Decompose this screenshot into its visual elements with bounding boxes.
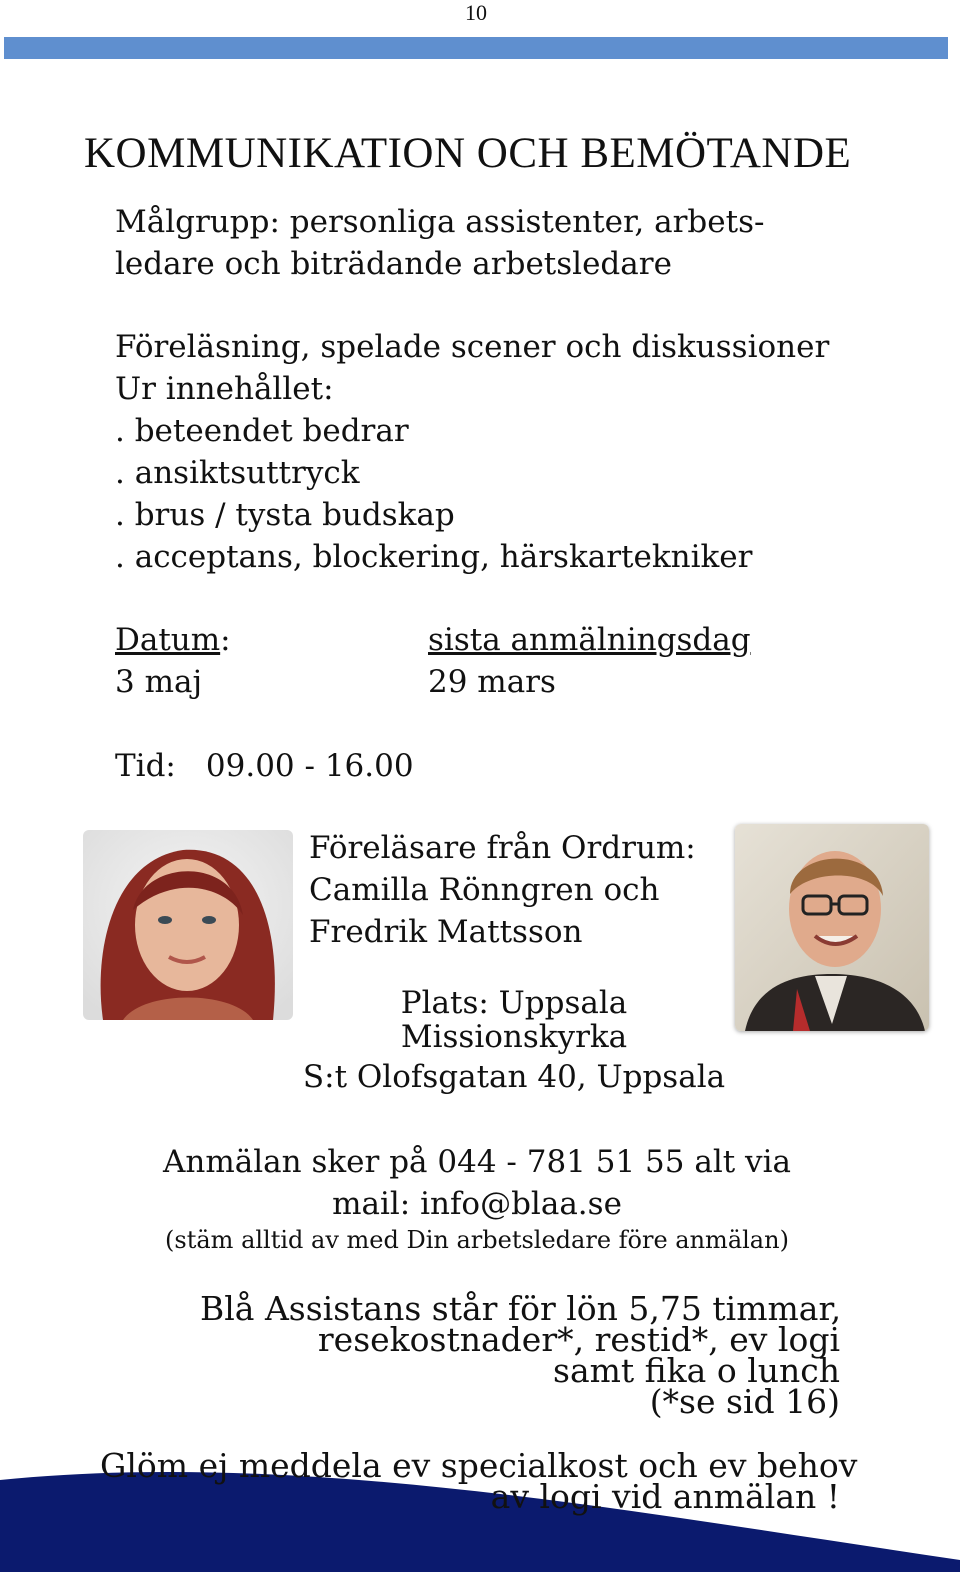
target-group-line: Målgrupp: personliga assistenter, arbets- [115, 204, 765, 240]
target-group-line: ledare och biträdande arbetsledare [115, 246, 672, 282]
compensation-line: samt fika o lunch [553, 1351, 840, 1390]
content-item: . brus / tysta budskap [115, 497, 455, 533]
compensation-footnote: (*se sid 16) [649, 1382, 840, 1421]
registration [150, 1141, 804, 1255]
time-label: Tid: [115, 748, 176, 784]
page-title: KOMMUNIKATION OCH BEMÖTANDE [84, 130, 852, 177]
registration-email: mail: info@blaa.se [332, 1186, 622, 1222]
lecturers-heading: Föreläsare från Ordrum: [309, 830, 696, 866]
lecturer-photo-fredrik [735, 824, 929, 1031]
date-block [115, 619, 231, 703]
registration-phone: Anmälan sker på 044 - 781 51 55 alt via [163, 1144, 791, 1180]
lecturer-name: Camilla Rönngren och [309, 872, 660, 908]
compensation-line: resekostnader*, restid*, ev logi [317, 1320, 840, 1359]
date-label: Datum [115, 622, 221, 658]
time-value: 09.00 - 16.00 [205, 748, 414, 784]
content-item: . acceptans, blockering, härskartekniker [115, 539, 753, 575]
location-line: Missionskyrka [400, 1019, 628, 1055]
registration-note: (stäm alltid av med Din arbetsledare före anmälan) [165, 1226, 789, 1254]
location-address: S:t Olofsgatan 40, Uppsala [302, 1059, 726, 1095]
page-number: 10 [465, 0, 487, 25]
reminder [100, 1446, 858, 1516]
date-value: 3 maj [115, 664, 203, 700]
content-heading: Ur innehållet: [115, 371, 334, 407]
target-group [115, 201, 764, 285]
location [299, 986, 729, 1094]
lecturers [309, 827, 696, 953]
top-color-bar [4, 37, 948, 59]
lecturer-photo-camilla [83, 830, 293, 1020]
reminder-line: av logi vid anmälan ! [490, 1477, 840, 1516]
deadline-label: sista anmälningsdag [428, 622, 751, 658]
course-content [115, 326, 829, 578]
content-item: . ansiktsuttryck [115, 455, 360, 491]
deadline-block [428, 619, 751, 703]
deadline-value: 29 mars [428, 664, 556, 700]
reminder-line: Glöm ej meddela ev specialkost och ev behov [100, 1446, 858, 1485]
content-format-line: Föreläsning, spelade scener och diskussioner [115, 329, 830, 365]
lecturer-name: Fredrik Mattsson [309, 914, 583, 950]
location-line: Plats: Uppsala [400, 985, 628, 1021]
compensation-line: Blå Assistans står för lön 5,75 timmar, [200, 1289, 842, 1328]
compensation [200, 1289, 842, 1421]
date-label-colon: : [220, 622, 231, 658]
content-item: . beteendet bedrar [115, 413, 409, 449]
time-block [115, 745, 414, 787]
